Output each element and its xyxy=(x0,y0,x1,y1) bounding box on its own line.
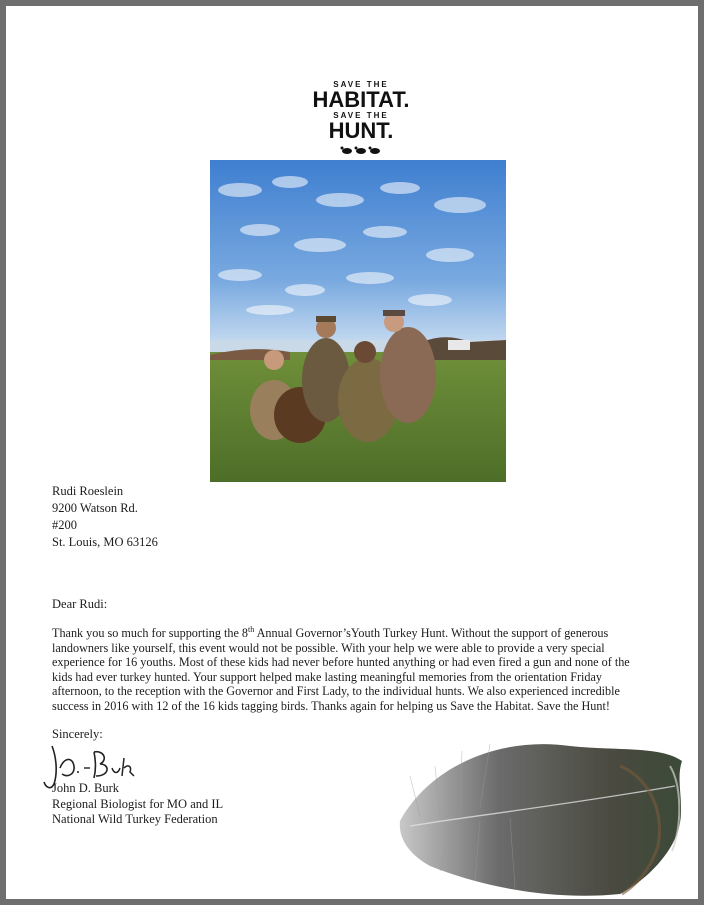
logo-line-2: HABITAT. xyxy=(312,87,410,112)
letter-body-part2: Annual Governor’sYouth Turkey Hunt. Without the support of generous landowners like yourself, this event would not be possible. With your help we were able to provide a very special experience for 16 youths. Most of these kids had never before hunted anything or had even fired a gun and none of the kids had ever turkey hunted. Your support helped make lasting meaningful memories from the orientation Friday afternoon, to the reception with the Governor and First Lady, to the individual hunts. We also experienced incredible success in 2016 with 12 of the 16 kids tagging birds. Thanks again for helping us Save the Habitat. Save the Hunt! xyxy=(52,626,630,714)
recipient-unit: #200 xyxy=(52,518,77,532)
logo-line-3: SAVE THE xyxy=(333,111,389,120)
letter-page xyxy=(6,6,698,899)
recipient-name: Rudi Roeslein xyxy=(52,484,124,498)
recipient-city: St. Louis, MO 63126 xyxy=(52,535,158,549)
recipient-street: 9200 Watson Rd. xyxy=(52,501,138,515)
turkey-silhouettes-icon xyxy=(339,145,383,155)
letter-body xyxy=(52,623,652,714)
recipient-address xyxy=(52,483,158,551)
signer-org: National Wild Turkey Federation xyxy=(52,812,218,826)
signer-block xyxy=(52,781,223,828)
turkey-feather-icon xyxy=(390,706,690,899)
logo-line-1: SAVE THE xyxy=(333,80,389,89)
nwtf-logo xyxy=(296,80,426,171)
signer-name: John D. Burk xyxy=(52,781,120,795)
letter-body-sup: th xyxy=(248,625,255,634)
logo-line-4: HUNT. xyxy=(328,118,394,143)
signer-title: Regional Biologist for MO and IL xyxy=(52,796,224,811)
hunters-with-turkey-photo xyxy=(210,160,506,482)
salutation: Dear Rudi: xyxy=(52,597,108,611)
letter-body-part1: Thank you so much for supporting the 8 xyxy=(52,626,248,641)
closing: Sincerely: xyxy=(52,727,103,741)
